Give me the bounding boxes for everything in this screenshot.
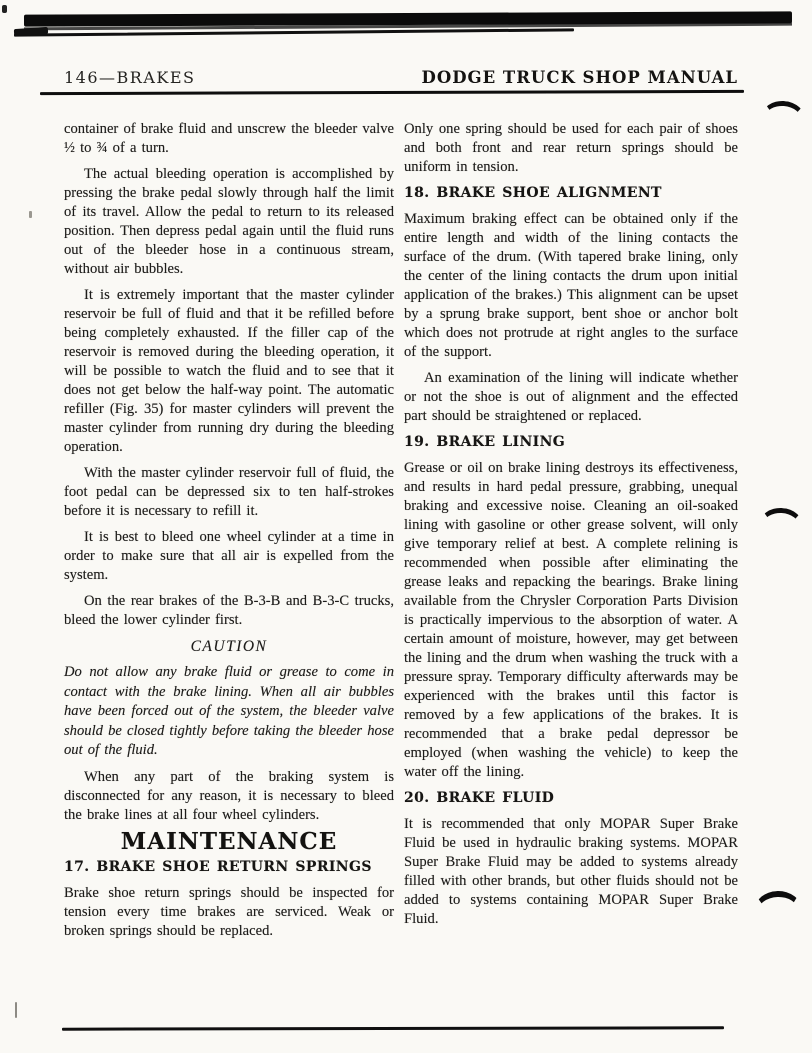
maintenance-heading: MAINTENANCE: [120, 827, 338, 855]
right-column: [404, 120, 738, 936]
section-17-heading: 17. BRAKE SHOE RETURN SPRINGS: [64, 858, 372, 875]
section-18-paragraph-2: An examination of the lining will indicate whether or not the shoe is out of alignment and the effected part should be straightened or replaced.: [404, 370, 738, 424]
section-20-paragraph: It is recommended that only MOPAR Super Brake Fluid be used in hydraulic braking systems. MOPAR Super Brake Fluid may be added to systems already filled with other brands, but other fluids should not be added to systems containing MOPAR Super Brake Fluid.: [404, 816, 738, 927]
para-rear-brakes: On the rear brakes of the B-3-B and B-3-C trucks, bleed the lower cylinder first.: [64, 593, 394, 628]
para-bleed-one-wheel: It is best to bleed one wheel cylinder at a time in order to make sure that all air is expelled from the system.: [64, 529, 394, 583]
section-18-heading: 18. BRAKE SHOE ALIGNMENT: [404, 185, 662, 201]
section-19-heading: 19. BRAKE LINING: [404, 434, 566, 450]
bottom-rule: [62, 1026, 724, 1030]
caution-heading: CAUTION: [190, 638, 268, 655]
manual-title: DODGE TRUCK SHOP MANUAL: [421, 68, 738, 87]
left-column: [64, 120, 394, 948]
para-reservoir-full: With the master cylinder reservoir full of fluid, the foot pedal can be depressed six to ten half-strokes before it is necessary to refill it.: [64, 465, 394, 519]
scan-speck: [15, 1002, 17, 1018]
page-header: [64, 68, 738, 87]
para-bleeding-operation: The actual bleeding operation is accomplished by pressing the brake pedal slowly through half the limit of its travel. Allow the pedal to return to its released position. Then depress pedal again until the fluid runs out of the bleeder hose in a continuous stream, without air bubbles.: [64, 166, 394, 277]
section-19-paragraph: Grease or oil on brake lining destroys its effectiveness, and results in hard pedal pressure, grabbing, unequal braking and excessive noise. Cleaning an oil-soaked lining with gasoline or other grease solvent, will only give temporary relief at best. A complete relining is recommended when possible after eliminating the grease leaks and repacking the bearings. Brake lining available from the Chrysler Corporation Parts Division is practically impervious to the absorption of water. A certain amount of moisture, however, may get between the lining and the drum when washing the truck with a pressure spray. Temporary difficulty afterwards may be experienced with the brakes until this factor is removed by a few applications of the brakes. It is recommended that a brake pedal depressor be employed (when washing the vehicle) to keep the water off the lining.: [404, 460, 738, 780]
section-18-paragraph-1: Maximum braking effect can be obtained only if the entire length and width of the lining contacts the surface of the drum. (With tapered brake lining, only the center of the lining contacts the drum upon initial application of the brakes.) This alignment can be upset by a sprung brake support, bent shoe or anchor bolt which does not protrude at right angles to the surface of the support.: [404, 211, 738, 360]
caution-paragraph: Do not allow any brake fluid or grease to come in contact with the brake lining. When all air bubbles have been forced out of the system, the bleeder valve should be closed tightly before taking the bleeder hose out of the fluid.: [64, 664, 395, 759]
page-curl-mark: [760, 100, 806, 138]
section-20-heading: 20. BRAKE FLUID: [404, 790, 555, 806]
scan-speck: [29, 211, 32, 218]
para-spring-pairs: Only one spring should be used for each pair of shoes and both front and rear return springs should be uniform in tension.: [404, 121, 738, 175]
para-bleeder-valve: container of brake fluid and unscrew the bleeder valve ½ to ¾ of a turn.: [64, 121, 394, 156]
section-17-paragraph: Brake shoe return springs should be inspected for tension every time brakes are serviced. Weak or broken springs should be replaced.: [64, 884, 394, 939]
page-curl-mark: [758, 507, 804, 544]
para-master-cylinder: It is extremely important that the master cylinder reservoir be full of fluid and that it be refilled before being completely exhausted. If the filler cap of the reservoir is removed during the bleeding operation, it will be possible to watch the fluid and to see that it does not get below the half-way point. The automatic refiller (Fig. 35) for master cylinders will prevent the master cylinder from running dry during the bleeding operation.: [64, 287, 394, 455]
page-curl-mark: [753, 890, 802, 932]
header-rule: [40, 90, 744, 95]
scan-speck: [2, 5, 7, 13]
page-number-label: 146—BRAKES: [64, 68, 196, 87]
para-system-disconnected: When any part of the braking system is disconnected for any reason, it is necessary to bleed the brake lines at all four wheel cylinders.: [64, 768, 394, 823]
